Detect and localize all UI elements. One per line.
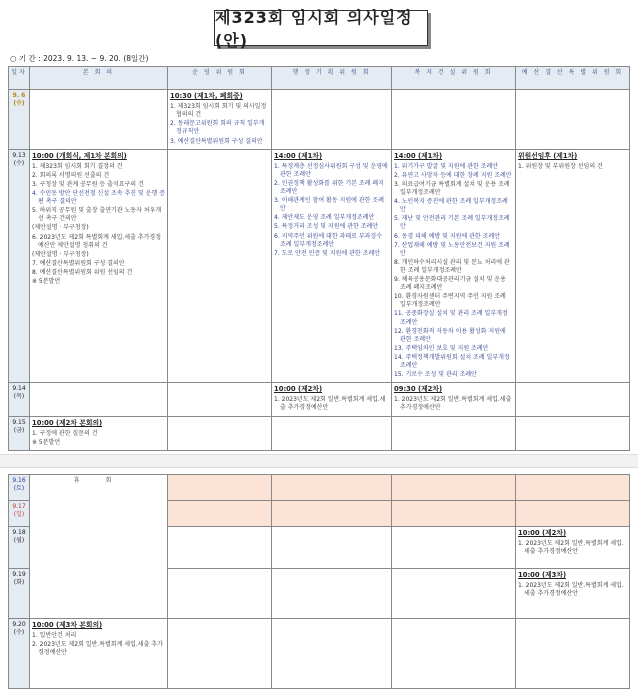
agenda-item: 1. 일반안건 처리 [32,632,77,640]
col-header-plenary: 본 회 의 [30,67,168,90]
cell-admin [272,149,392,383]
agenda-list [274,396,389,412]
cell-plenary [30,619,168,689]
agenda-list [518,540,627,556]
agenda-item: (제안설명 · 부구청장) [32,224,89,232]
agenda-item: ※ 5분발언 [32,278,61,286]
agenda-list [32,430,165,447]
agenda-list [518,163,627,171]
cell-welfare [392,149,516,383]
agenda-list [274,163,389,258]
agenda-item: 12. 환경친화적 자동차 이용 활성화 지원에 관한 조례안 [394,327,506,343]
agenda-item: 13. 주택임차인 보호 및 지원 조례안 [394,344,489,352]
cell-budget [516,569,630,619]
session-time: 위원선임후 (제1차) [518,151,578,160]
cell-operation [168,149,272,383]
cell-welfare [392,416,516,450]
cell-operation [168,619,272,689]
cell-budget [516,416,630,450]
table-row [9,90,630,150]
agenda-item: 1. 구정에 관한 질문의 건 [32,429,98,437]
session-time: 10:00 (제2차) [518,529,567,537]
agenda-item: ※ 5분발언 [32,438,61,446]
session-time: 10:00 (제3차) [518,571,567,579]
agenda-item: 2. 동래문고위원회 회의 규칙 일부개정규칙안 [170,120,265,136]
cell-plenary [30,149,168,383]
agenda-item: (제안설명 · 부구청장) [32,250,89,258]
agenda-list [170,103,269,145]
agenda-item: 2. 인권정책 활성화를 위한 기본 조례 폐지조례안 [274,180,384,196]
session-time: 10:00 (제2차 본회의) [32,418,103,427]
cell-operation [168,383,272,416]
cell-welfare [392,501,516,527]
date-label: 9.15 (금) [12,418,26,434]
session-period: ○ 기 간 : 2023. 9. 13. ~ 9. 20. (8일간) [10,54,149,63]
cell-budget [516,527,630,569]
date-label: 9.18 (월) [12,529,26,545]
agenda-item: 6. 지역주민 위원에 대한 과태료 부과징수 조례 일부개정조례안 [274,232,382,248]
agenda-item: 1. 2023년도 제2회 일반.특별회계 세입.세출 추가경정예산안 [518,582,624,598]
agenda-item: 15. 기로수 조성 및 관리 조례안 [394,371,477,379]
cell-budget [516,90,630,150]
date-cell [9,527,30,569]
date-cell [9,501,30,527]
agenda-item: 9. 체육공용문화대공관리기금 설치 및 운용 조례 폐지조례안 [394,276,506,292]
agenda-item: 3. 이해관계인 참여 활동 지원에 관한 조례안 [274,197,384,213]
agenda-item: 3. 예산결산특별위원회 구성 결의안 [170,137,263,145]
table-row [9,383,630,416]
agenda-item: 4. 수민동 방안 단선전철 신설 조속 추진 및 운행 증편 촉구 결의안 [32,190,166,206]
agenda-item: 1. 2023년도 제2회 일반.특별회계 세입.세출 추가경정예산안 [274,396,386,412]
col-header-budget: 예 산 결 산 특 별 위 원 회 [516,67,630,90]
date-cell [9,475,30,501]
cell-operation [168,527,272,569]
agenda-item: 8. 개인하수처리시설 관리 및 분뇨 처리에 관한 조례 일부개정조례안 [394,258,510,274]
date-label: 9.17 (일) [12,503,26,519]
agenda-list [394,163,513,379]
date-cell [9,569,30,619]
cell-operation [168,90,272,150]
cell-admin [272,527,392,569]
agenda-item: 1. 2023년도 제2회 일반.특별회계 세입.세출 추가경정예산안 [518,540,624,556]
agenda-item: 1. 제323회 임시회 회기 및 의사일정 협의의 건 [170,103,267,119]
header-row [9,67,630,90]
date-cell [9,383,30,416]
date-label: 9.16 (토) [12,477,26,493]
col-header-operation: 운 영 위 원 회 [168,67,272,90]
cell-welfare [392,619,516,689]
agenda-item: 1. 특정계층 선정심사위원회 구성 및 운영에 관한 조례안 [274,162,388,178]
date-cell [9,149,30,383]
agenda-item: 14. 주택정책개발위원회 설치 조례 일부개정조례안 [394,353,510,369]
page-break [0,454,638,468]
cell-welfare [392,569,516,619]
cell-operation [168,501,272,527]
cell-operation [168,475,272,501]
agenda-list [518,582,627,598]
session-time: 10:30 (제1차, 폐회중) [170,92,243,100]
session-time: 14:00 (제1차) [394,151,443,160]
cell-budget [516,501,630,527]
cell-plenary [30,416,168,450]
col-header-date: 일자 [9,67,30,90]
agenda-item: 2. 2023년도 제2회 일반.특별회계 세입.세출 추가경정예산안 [32,641,163,657]
date-label: 9. 6 (수) [12,92,26,108]
date-label: 9.19 (화) [12,571,26,587]
session-time: 14:00 (제1차) [274,151,323,160]
session-time: 10:00 (제2차) [274,385,323,394]
agenda-item: 1. 위기가구 발굴 및 지원에 관한 조례안 [394,162,499,170]
agenda-item: 1. 2023년도 제2회 일반.특별회계 세입.세출 추가경정예산안 [394,396,512,412]
session-time: 10:00 (개회식, 제1차 본회의) [32,151,127,160]
cell-budget [516,149,630,383]
date-label: 9.14 (목) [12,385,26,401]
table-row [9,416,630,450]
agenda-item: 2. 유연고 사망자 등에 대한 장례 지원 조례안 [394,171,512,179]
table-row [9,475,630,501]
agenda-item: 4. 노인복지 증진에 관한 조례 일부개정조례안 [394,198,508,214]
agenda-item: 5. 하위직 공무원 및 출장 출연기관 노동자 처우개선 촉구 건의안 [32,207,162,223]
cell-operation [168,416,272,450]
cell-admin [272,383,392,416]
cell-welfare [392,383,516,416]
agenda-item: 3. 의료급여기금 특별회계 설치 및 운용 조례 일부개정조례안 [394,181,510,197]
agenda-item: 6. 2023년도 제2회 특별회계 세입.세출 추가경정예산안 제안설명 청취의 건 [32,233,161,249]
schedule-table-lower [8,474,630,689]
agenda-list [32,163,165,286]
page-title: 제323회 임시회 의사일정(안) [214,10,428,46]
cell-plenary [30,383,168,416]
table-row [9,619,630,689]
agenda-item: 7. 도로 안전 인증 및 지원에 관한 조례안 [274,249,381,257]
agenda-item: 5. 특정거리 조성 및 지원에 관한 조례안 [274,223,379,231]
cell-budget [516,383,630,416]
agenda-item: 8. 예산결산특별위원회 위원 선임의 건 [32,268,133,276]
session-time: 10:00 (제3차 본회의) [32,621,103,629]
date-cell [9,416,30,450]
agenda-item: 7. 예산결산특별위원회 구성 결의안 [32,259,125,267]
cell-welfare [392,90,516,150]
cell-admin [272,416,392,450]
agenda-item: 5. 재난 및 안전관리 기본 조례 일부개정조례안 [394,215,510,231]
date-cell [9,619,30,689]
cell-budget [516,475,630,501]
session-time: 09:30 (제2차) [394,385,443,394]
agenda-item: 1. 위원장 및 부위원장 선임의 건 [518,162,603,170]
recess-cell: 휴 회 [30,475,168,619]
cell-budget [516,619,630,689]
date-cell [9,90,30,150]
agenda-item: 10. 환경자원센터 주변지역 주민 지원 조례 일부개정조례안 [394,293,506,309]
agenda-list [394,396,513,412]
agenda-list [32,632,165,657]
schedule-table-upper [8,66,630,451]
table-row [9,149,630,383]
date-label: 9.13 (수) [12,151,26,167]
agenda-item: 7. 산업재해 예방 및 노동안전보건 지원 조례안 [394,241,510,257]
agenda-item: 11. 공중화장실 설치 및 관리 조례 일부개정조례안 [394,310,508,326]
col-header-admin: 행 정 기 획 위 원 회 [272,67,392,90]
cell-welfare [392,475,516,501]
agenda-item: 3. 구청장 및 관계 공무원 등 출석요구의 건 [32,181,144,188]
agenda-item: 4. 제안제도 운영 조례 일부개정조례안 [274,214,375,222]
agenda-item: 1. 제323회 임시회 회기 결정의 건 [32,162,123,170]
cell-admin [272,569,392,619]
cell-plenary [30,90,168,150]
date-label: 9.20 (수) [12,621,26,637]
cell-admin [272,475,392,501]
cell-admin [272,90,392,150]
cell-operation [168,569,272,619]
agenda-item: 2. 회의록 서명의원 선출의 건 [32,171,110,179]
agenda-item: 6. 동경 피해 예방 및 지원에 관한 조례안 [394,232,501,240]
col-header-welfare: 복 지 건 설 위 원 회 [392,67,516,90]
cell-welfare [392,527,516,569]
cell-admin [272,501,392,527]
cell-admin [272,619,392,689]
